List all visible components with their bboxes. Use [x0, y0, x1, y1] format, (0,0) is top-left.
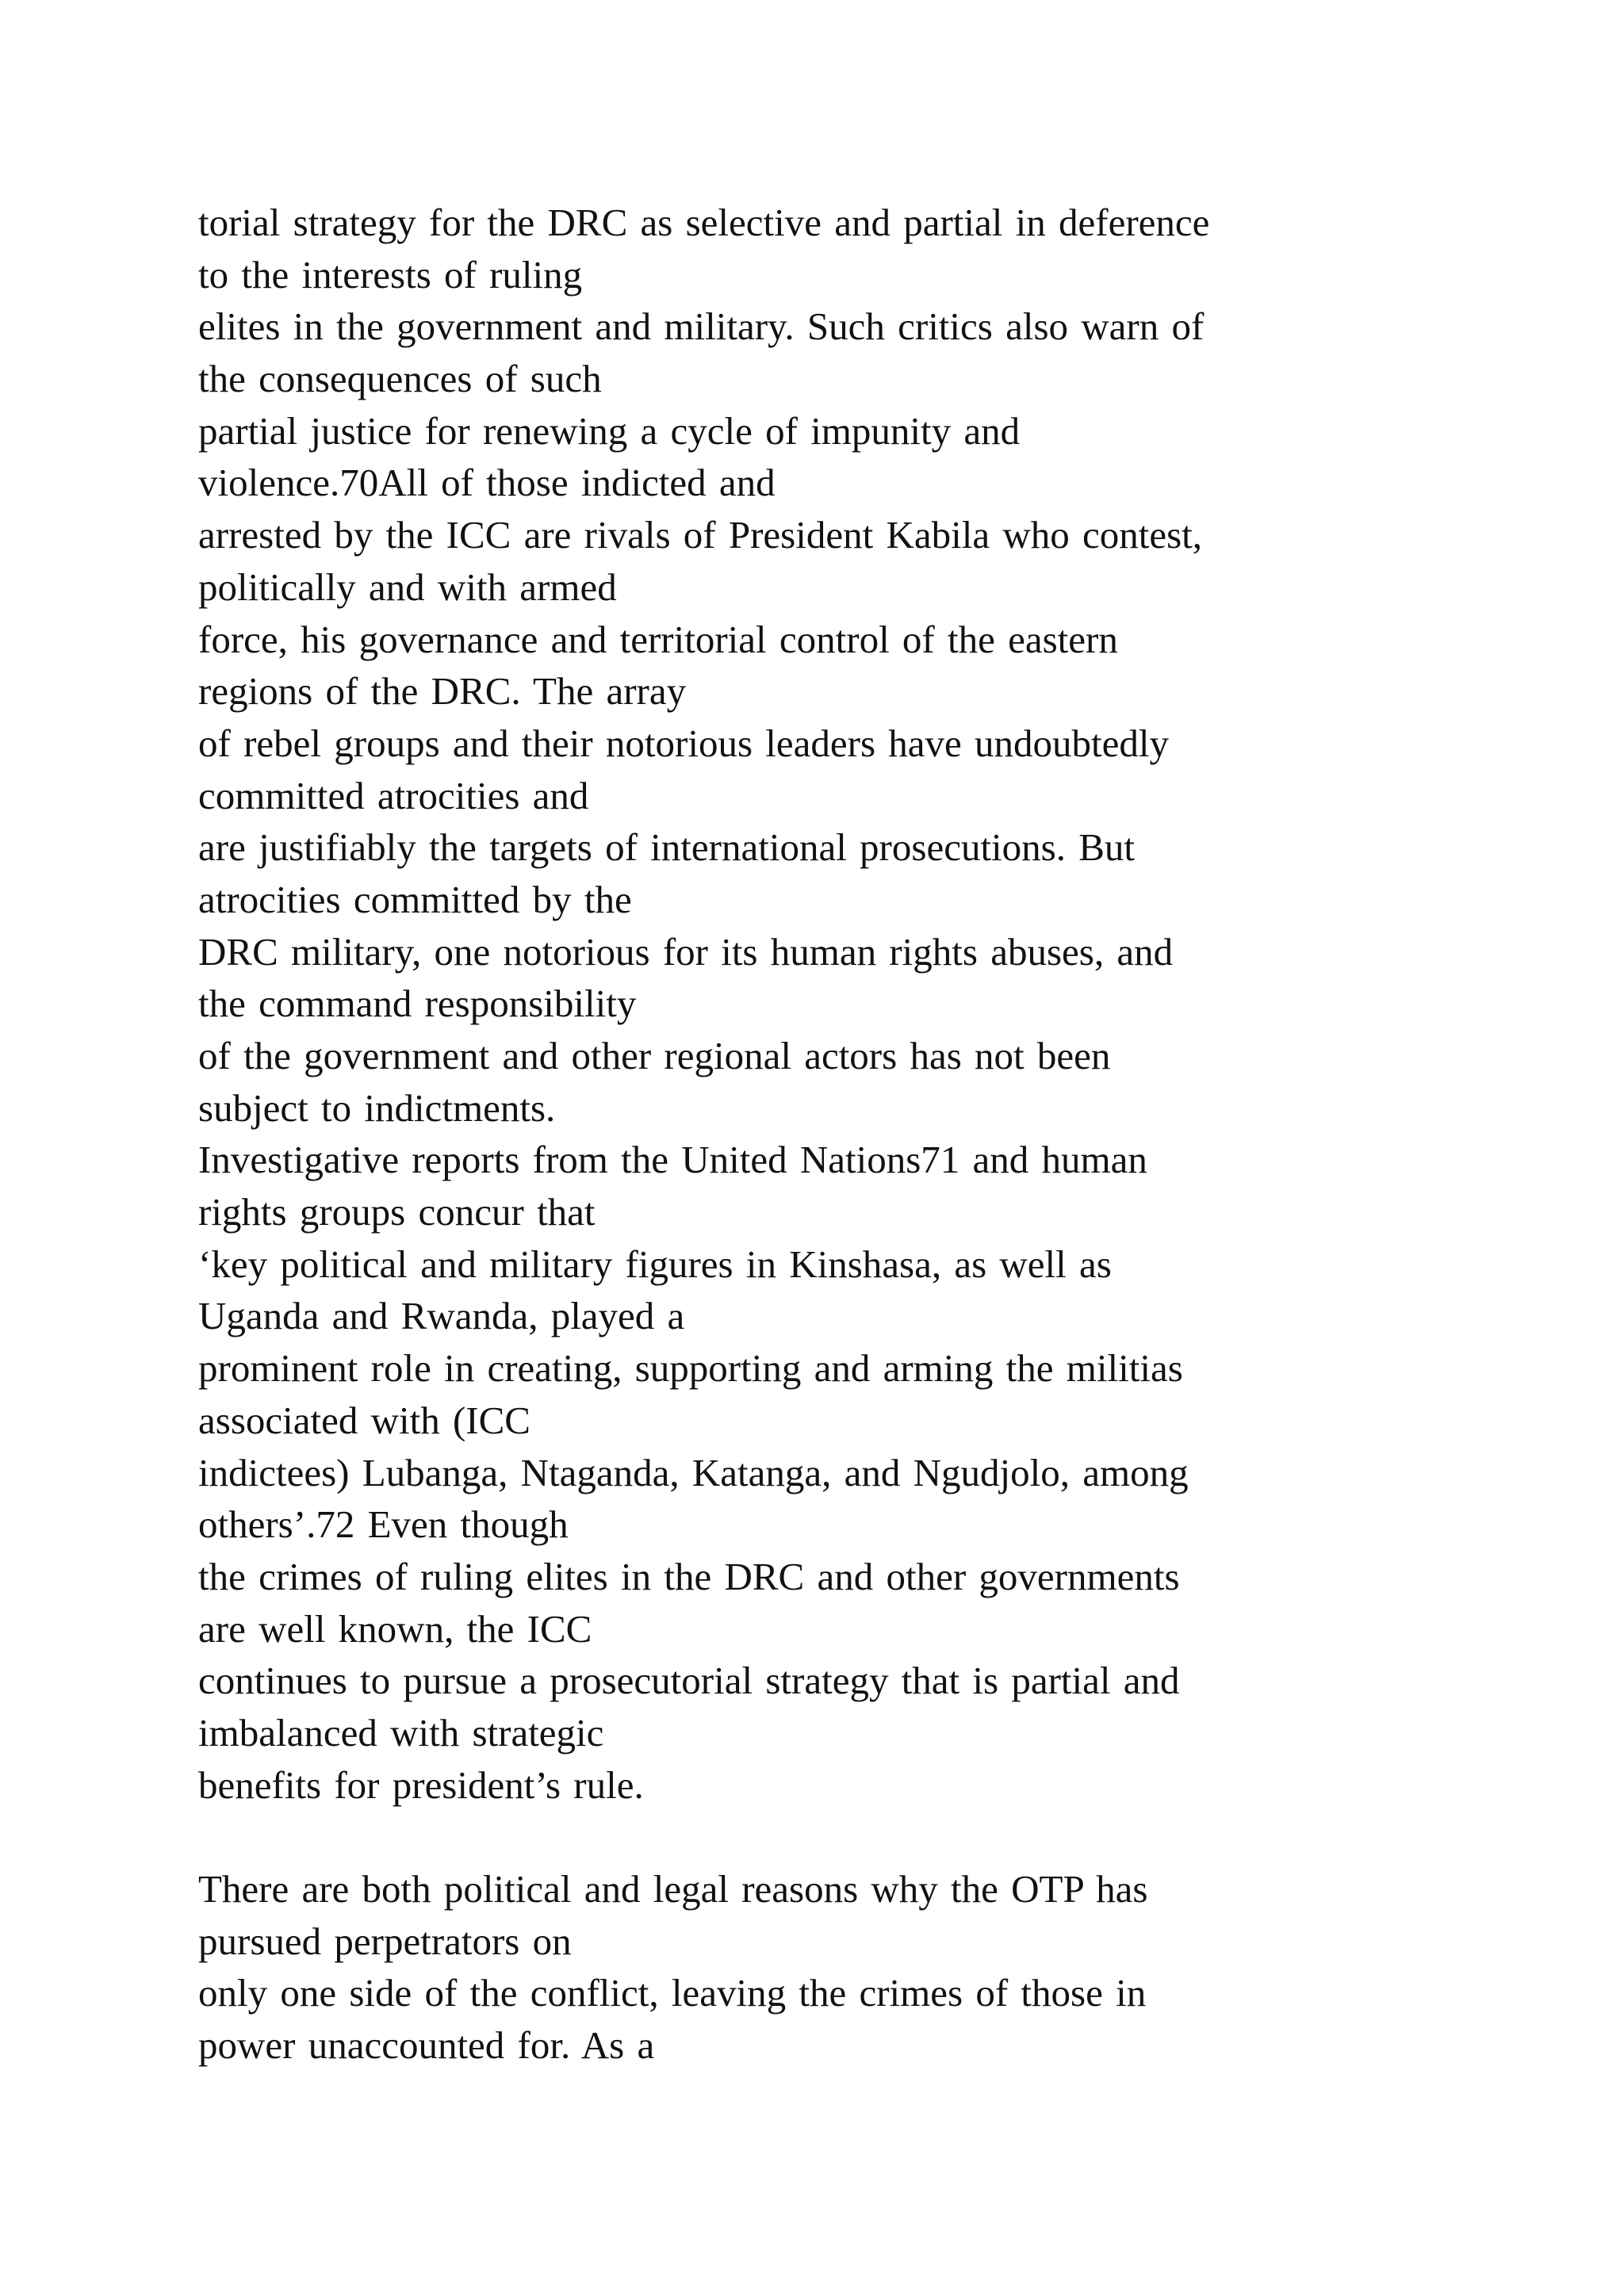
text-line: are justifiably the targets of international prosecutions. But	[198, 825, 1136, 870]
text-line: benefits for president’s rule.	[198, 1762, 644, 1807]
text-line: associated with (ICC	[198, 1398, 530, 1442]
text-line: of rebel groups and their notorious leaders have undoubtedly	[198, 721, 1170, 765]
text-line: Investigative reports from the United Nations71 and human	[198, 1138, 1147, 1182]
text-line: imbalanced with strategic	[198, 1710, 604, 1755]
text-line: others’.72 Even though	[198, 1502, 569, 1547]
text-line: to the interests of ruling	[198, 252, 583, 297]
text-line: torial strategy for the DRC as selective and partial in deference	[198, 201, 1210, 244]
text-line: arrested by the ICC are rivals of President Kabila who contest,	[198, 513, 1203, 557]
body-text	[198, 197, 1467, 2072]
text-line: the command responsibility	[198, 982, 637, 1026]
text-line: partial justice for renewing a cycle of impunity and	[198, 408, 1021, 453]
text-line: atrocities committed by the	[198, 877, 632, 921]
paragraph-gap	[198, 1811, 1467, 1863]
paragraph-2	[198, 1863, 1467, 2072]
text-line: continues to pursue a prosecutorial strategy that is partial and	[198, 1659, 1180, 1703]
text-line: politically and with armed	[198, 564, 617, 609]
text-line: violence.70All of those indicted and	[198, 461, 776, 505]
text-line: DRC military, one notorious for its human rights abuses, and	[198, 929, 1174, 974]
text-line: ‘key political and military figures in Kinshasa, as well as	[198, 1242, 1112, 1286]
text-line: elites in the government and military. Such critics also warn of	[198, 304, 1205, 349]
text-line: the crimes of ruling elites in the DRC and other governments	[198, 1554, 1180, 1598]
paragraph-1	[198, 197, 1467, 1811]
text-line: rights groups concur that	[198, 1190, 596, 1234]
text-line: prominent role in creating, supporting and arming the militias	[198, 1346, 1183, 1391]
text-line: indictees) Lubanga, Ntaganda, Katanga, and Ngudjolo, among	[198, 1450, 1189, 1494]
text-line: Uganda and Rwanda, played a	[198, 1294, 685, 1338]
text-line: force, his governance and territorial control of the eastern	[198, 617, 1118, 661]
text-line: There are both political and legal reasons why the OTP has	[198, 1867, 1148, 1911]
text-line: of the government and other regional actors has not been	[198, 1034, 1111, 1077]
text-line: the consequences of such	[198, 357, 602, 401]
text-line: only one side of the conflict, leaving the crimes of those in	[198, 1971, 1147, 2015]
text-line: committed atrocities and	[198, 773, 589, 817]
text-line: pursued perpetrators on	[198, 1919, 572, 1963]
text-line: subject to indictments.	[198, 1085, 556, 1130]
text-line: regions of the DRC. The array	[198, 669, 687, 714]
text-line: are well known, the ICC	[198, 1606, 592, 1651]
text-line: power unaccounted for. As a	[198, 2023, 655, 2068]
